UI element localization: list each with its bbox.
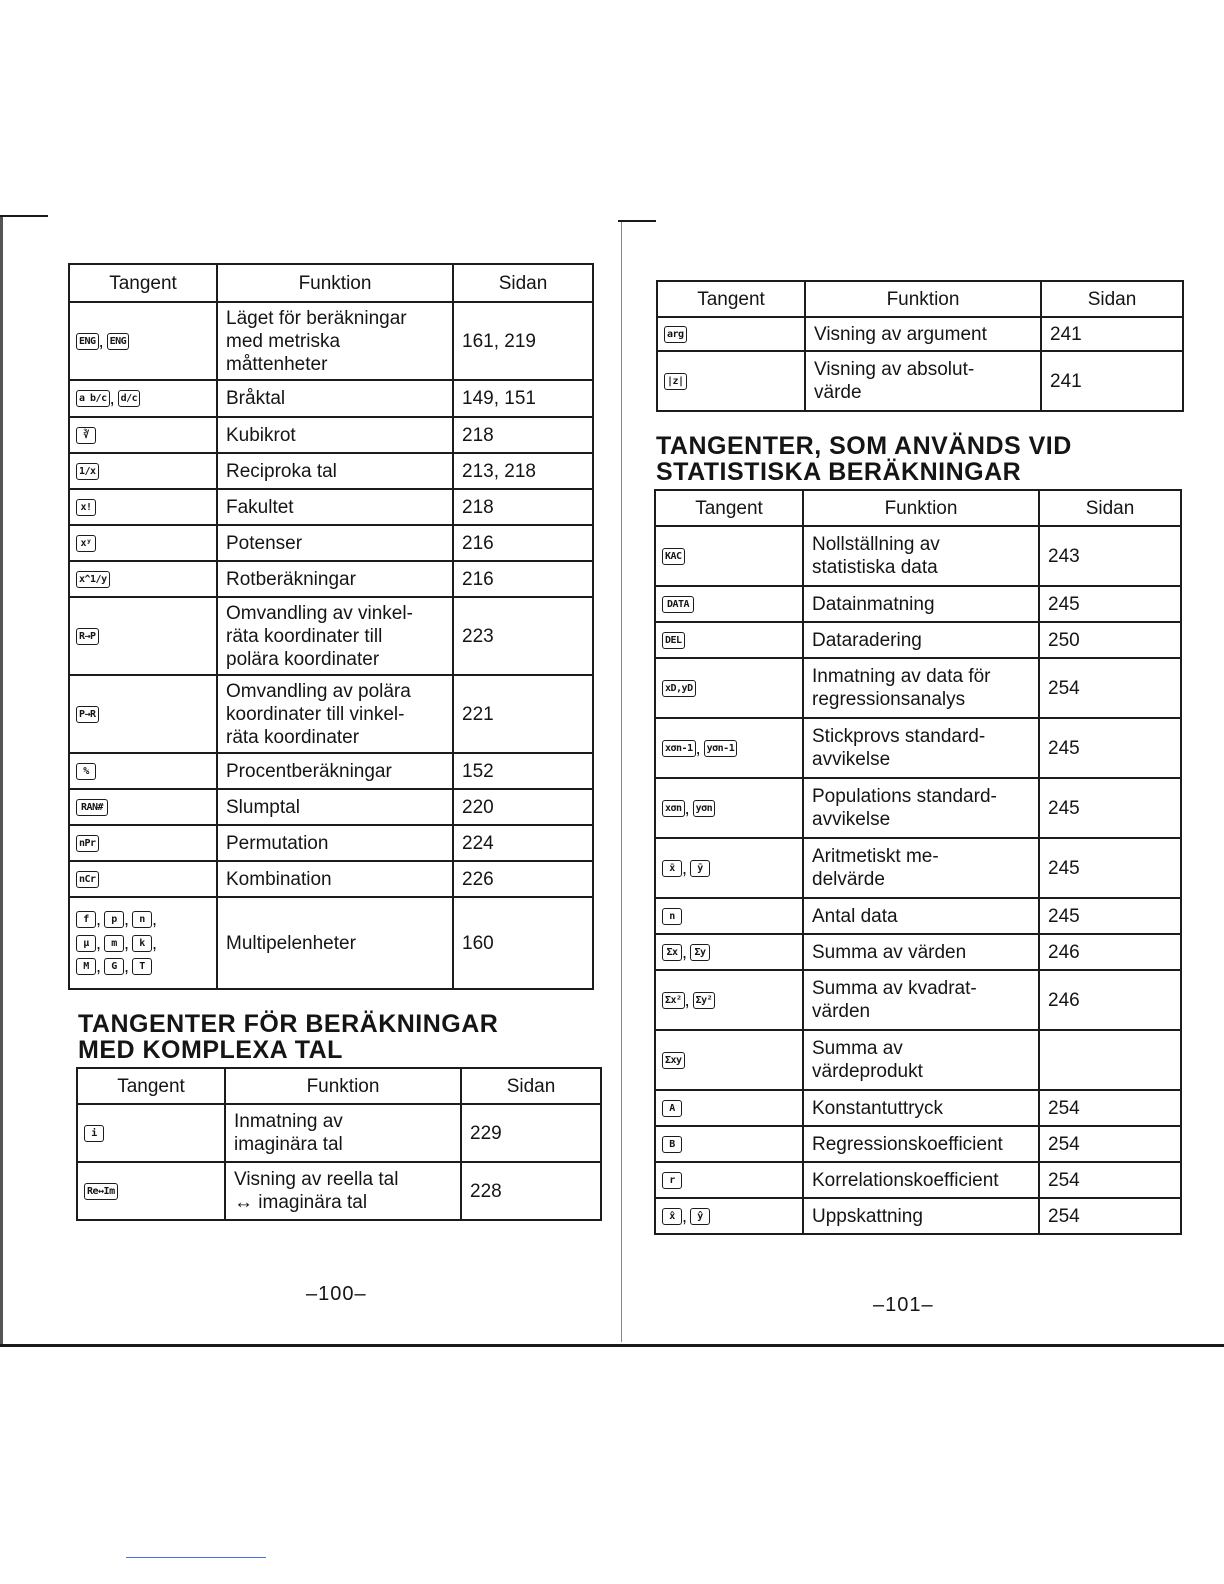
function-cell: Datainmatning [803, 586, 1039, 622]
key-cell: Σx , Σy [655, 934, 803, 970]
key-cell [77, 1104, 225, 1162]
key-cell [657, 317, 805, 351]
calculator-key-icon: Σy² [693, 992, 716, 1009]
right-top-key-table [656, 280, 1184, 412]
function-cell: Summa av kvadrat- värden [803, 970, 1039, 1030]
calculator-key-icon: P→R [76, 706, 99, 723]
page-ref-cell: 226 [453, 861, 593, 897]
page-ref-cell: 160 [453, 897, 593, 989]
section-title-complex: TANGENTER FÖR BERÄKNINGAR MED KOMPLEXA TAL [78, 1010, 499, 1064]
page-ref-cell: 254 [1039, 1126, 1181, 1162]
function-cell: Slumptal [217, 789, 453, 825]
calculator-key-icon: RAN# [76, 799, 108, 816]
function-cell: Fakultet [217, 489, 453, 525]
table-row [655, 970, 1181, 1030]
table-row [655, 622, 1181, 658]
left-key-table [68, 263, 594, 990]
key-cell [69, 753, 217, 789]
function-cell: Bråktal [217, 380, 453, 417]
calculator-key-icon: a b/c [76, 390, 110, 407]
header-sidan: Sidan [1039, 490, 1181, 526]
page-ref-cell: 245 [1039, 778, 1181, 838]
calculator-key-icon: μ [76, 935, 96, 952]
table-row [655, 838, 1181, 898]
key-cell [655, 1090, 803, 1126]
footer-link-underline [126, 1557, 266, 1558]
key-cell [655, 1030, 803, 1090]
table-row [655, 778, 1181, 838]
scan-left-edge [0, 215, 3, 1345]
calculator-key-icon: xσn-1 [662, 740, 696, 757]
calculator-key-icon: yσn [693, 800, 716, 817]
calculator-key-icon: Σy [690, 944, 710, 961]
table-row [69, 489, 593, 525]
calculator-key-icon: xD,yD [662, 680, 696, 697]
calculator-key-icon: nPr [76, 835, 99, 852]
key-cell [655, 622, 803, 658]
calculator-key-icon: 1/x [76, 463, 99, 480]
function-cell: Reciproka tal [217, 453, 453, 489]
calculator-key-icon: DATA [662, 596, 694, 613]
function-cell: Potenser [217, 525, 453, 561]
page-ref-cell: 216 [453, 525, 593, 561]
calculator-key-icon: A [662, 1100, 682, 1117]
key-cell [69, 489, 217, 525]
complex-key-table [76, 1067, 602, 1221]
table-row [69, 561, 593, 597]
calculator-key-icon: p [104, 911, 124, 928]
function-cell: Omvandling av polära koordinater till vinkel- räta koordinater [217, 675, 453, 753]
table-row [655, 1198, 1181, 1234]
key-cell: xσn , yσn [655, 778, 803, 838]
function-cell: Antal data [803, 898, 1039, 934]
table-row [77, 1104, 601, 1162]
table-row [69, 897, 593, 989]
key-cell: f , p , n , μ , m , k , M , G , T [69, 897, 217, 989]
table-row [69, 789, 593, 825]
calculator-key-icon: n [132, 911, 152, 928]
header-funktion: Funktion [225, 1068, 461, 1104]
key-cell: ENG , ENG [69, 302, 217, 380]
function-cell: Multipelenheter [217, 897, 453, 989]
scan-bottom-edge [0, 1344, 1224, 1347]
key-cell [69, 675, 217, 753]
page-ref-cell: 241 [1041, 317, 1183, 351]
function-cell: Populations standard- avvikelse [803, 778, 1039, 838]
calculator-key-icon: x̂ [662, 1208, 682, 1225]
key-cell [655, 1162, 803, 1198]
function-cell: Regressionskoefficient [803, 1126, 1039, 1162]
key-cell [69, 561, 217, 597]
calculator-key-icon: ∛ [76, 427, 96, 444]
table-row [69, 597, 593, 675]
page-ref-cell: 228 [461, 1162, 601, 1220]
calculator-key-icon: f [76, 911, 96, 928]
key-cell: Σx² , Σy² [655, 970, 803, 1030]
page-ref-cell: 243 [1039, 526, 1181, 586]
calculator-key-icon: x̄ [662, 860, 682, 877]
calculator-key-icon: m [104, 935, 124, 952]
key-cell: xσn-1 , yσn-1 [655, 718, 803, 778]
calculator-key-icon: n [662, 908, 682, 925]
function-cell: Summa av värdeprodukt [803, 1030, 1039, 1090]
table-row [655, 934, 1181, 970]
page-ref-cell: 149, 151 [453, 380, 593, 417]
scan-top-mark-left [0, 215, 48, 217]
function-cell: Stickprovs standard- avvikelse [803, 718, 1039, 778]
page-ref-cell: 218 [453, 489, 593, 525]
calculator-key-icon: ENG [107, 333, 130, 350]
key-cell [69, 825, 217, 861]
table-row [69, 380, 593, 417]
header-sidan: Sidan [453, 264, 593, 302]
table-row [655, 1162, 1181, 1198]
page-ref-cell: 216 [453, 561, 593, 597]
key-cell [655, 658, 803, 718]
calculator-key-icon: ENG [76, 333, 99, 350]
page-ref-cell: 223 [453, 597, 593, 675]
statistics-key-table [654, 489, 1182, 1235]
function-cell: Visning av reella tal ↔ imaginära tal [225, 1162, 461, 1220]
function-cell: Kombination [217, 861, 453, 897]
header-tangent: Tangent [69, 264, 217, 302]
table-row [657, 317, 1183, 351]
function-cell: Korrelationskoefficient [803, 1162, 1039, 1198]
calculator-key-icon: Re↔Im [84, 1183, 118, 1200]
key-cell: a b/c , d/c [69, 380, 217, 417]
page-ref-cell: 245 [1039, 586, 1181, 622]
calculator-key-icon: R→P [76, 628, 99, 645]
key-cell: x̄ , ȳ [655, 838, 803, 898]
function-cell: Permutation [217, 825, 453, 861]
table-row [655, 1030, 1181, 1090]
calculator-key-icon: M [76, 958, 96, 975]
page-ref-cell: 221 [453, 675, 593, 753]
page-ref-cell: 224 [453, 825, 593, 861]
calculator-key-icon: G [104, 958, 124, 975]
page-ref-cell: 229 [461, 1104, 601, 1162]
key-cell [655, 586, 803, 622]
calculator-key-icon: |z| [664, 373, 687, 390]
table-row [69, 825, 593, 861]
table-row [655, 898, 1181, 934]
header-tangent: Tangent [657, 281, 805, 317]
key-cell [69, 453, 217, 489]
page-ref-cell: 254 [1039, 658, 1181, 718]
calculator-key-icon: k [132, 935, 152, 952]
function-cell: Visning av absolut- värde [805, 351, 1041, 411]
calculator-key-icon: xσn [662, 800, 685, 817]
function-cell: Konstantuttryck [803, 1090, 1039, 1126]
function-cell: Rotberäkningar [217, 561, 453, 597]
page-ref-cell: 245 [1039, 838, 1181, 898]
table-row [655, 526, 1181, 586]
header-sidan: Sidan [1041, 281, 1183, 317]
key-cell [655, 526, 803, 586]
key-cell: x̂ , ŷ [655, 1198, 803, 1234]
calculator-key-icon: T [132, 958, 152, 975]
function-cell: Inmatning av imaginära tal [225, 1104, 461, 1162]
table-row [69, 525, 593, 561]
header-funktion: Funktion [217, 264, 453, 302]
calculator-key-icon: % [76, 763, 96, 780]
page-ref-cell: 254 [1039, 1090, 1181, 1126]
calculator-key-icon: KAC [662, 548, 685, 565]
function-cell: Visning av argument [805, 317, 1041, 351]
table-row [77, 1162, 601, 1220]
page-ref-cell: 250 [1039, 622, 1181, 658]
header-funktion: Funktion [805, 281, 1041, 317]
key-cell [69, 861, 217, 897]
page-gutter [621, 222, 622, 1342]
calculator-key-icon: xʸ [76, 535, 96, 552]
page-ref-cell: 241 [1041, 351, 1183, 411]
function-cell: Omvandling av vinkel- räta koordinater till polära koordinater [217, 597, 453, 675]
header-funktion: Funktion [803, 490, 1039, 526]
key-cell [69, 417, 217, 453]
page-ref-cell: 152 [453, 753, 593, 789]
page-ref-cell: 218 [453, 417, 593, 453]
key-cell [655, 898, 803, 934]
function-cell: Dataradering [803, 622, 1039, 658]
calculator-key-icon: arg [664, 326, 687, 343]
table-row [655, 718, 1181, 778]
page-ref-cell: 220 [453, 789, 593, 825]
table-row [655, 1090, 1181, 1126]
calculator-key-icon: ȳ [690, 860, 710, 877]
page-ref-cell: 213, 218 [453, 453, 593, 489]
header-tangent: Tangent [655, 490, 803, 526]
page-ref-cell [1039, 1030, 1181, 1090]
key-cell [69, 789, 217, 825]
table-row [655, 586, 1181, 622]
section-title-statistics: TANGENTER, SOM ANVÄNDS VID STATISTISKA BERÄKNINGAR [656, 432, 1072, 486]
function-cell: Uppskattning [803, 1198, 1039, 1234]
page-number-left: –100– [306, 1283, 367, 1305]
table-row [69, 861, 593, 897]
calculator-key-icon: Σx [662, 944, 682, 961]
calculator-key-icon: ŷ [690, 1208, 710, 1225]
table-row [69, 453, 593, 489]
key-cell [69, 525, 217, 561]
calculator-key-icon: Σxy [662, 1052, 685, 1069]
table-row [655, 658, 1181, 718]
function-cell: Inmatning av data för regressionsanalys [803, 658, 1039, 718]
key-cell [69, 597, 217, 675]
function-cell: Summa av värden [803, 934, 1039, 970]
page-ref-cell: 246 [1039, 970, 1181, 1030]
calculator-key-icon: d/c [118, 390, 141, 407]
page-ref-cell: 246 [1039, 934, 1181, 970]
calculator-key-icon: DEL [662, 632, 685, 649]
page-ref-cell: 254 [1039, 1198, 1181, 1234]
table-row [69, 675, 593, 753]
calculator-key-icon: i [84, 1125, 104, 1142]
function-cell: Läget för beräkningar med metriska måttenheter [217, 302, 453, 380]
table-row [69, 302, 593, 380]
key-cell [77, 1162, 225, 1220]
page-ref-cell: 161, 219 [453, 302, 593, 380]
header-sidan: Sidan [461, 1068, 601, 1104]
calculator-key-icon: B [662, 1136, 682, 1153]
table-row [69, 753, 593, 789]
table-row [69, 417, 593, 453]
calculator-key-icon: yσn-1 [704, 740, 738, 757]
calculator-key-icon: nCr [76, 871, 99, 888]
calculator-key-icon: x! [76, 499, 96, 516]
function-cell: Nollställning av statistiska data [803, 526, 1039, 586]
page-ref-cell: 245 [1039, 718, 1181, 778]
table-row [657, 351, 1183, 411]
page-ref-cell: 245 [1039, 898, 1181, 934]
header-tangent: Tangent [77, 1068, 225, 1104]
calculator-key-icon: x^1/y [76, 571, 110, 588]
function-cell: Procentberäkningar [217, 753, 453, 789]
calculator-key-icon: r [662, 1172, 682, 1189]
page-number-right: –101– [873, 1294, 934, 1316]
page-ref-cell: 254 [1039, 1162, 1181, 1198]
table-row [655, 1126, 1181, 1162]
function-cell: Aritmetiskt me- delvärde [803, 838, 1039, 898]
scan-top-mark-right [618, 220, 656, 222]
function-cell: Kubikrot [217, 417, 453, 453]
key-cell [655, 1126, 803, 1162]
calculator-key-icon: Σx² [662, 992, 685, 1009]
key-cell [657, 351, 805, 411]
